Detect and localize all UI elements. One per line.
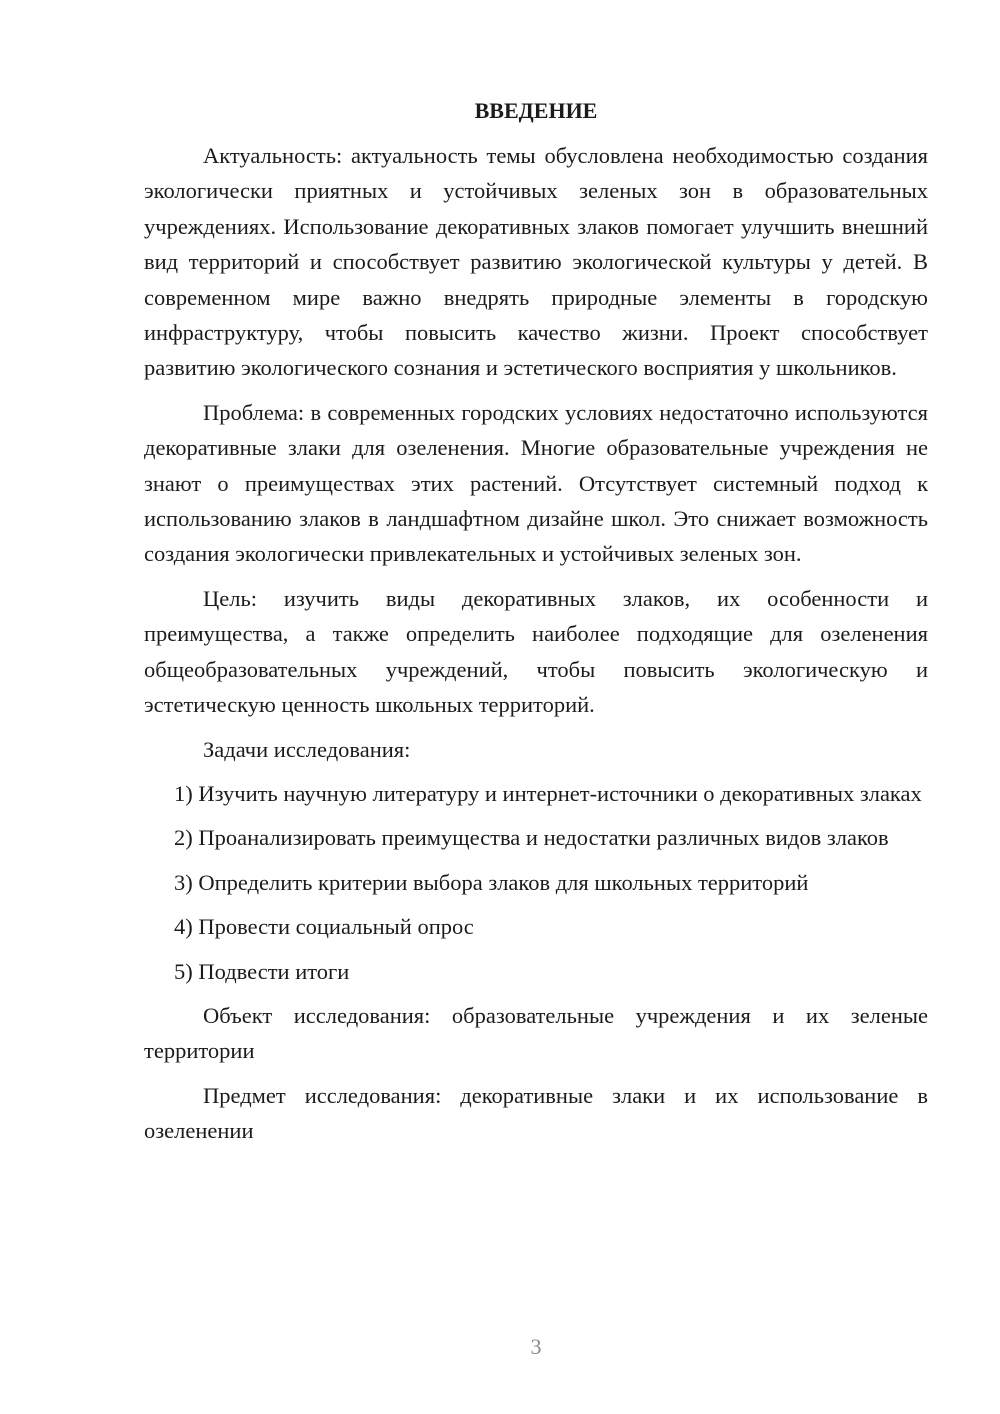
document-title: ВВЕДЕНИЕ: [474, 98, 598, 123]
task-item-4: 4) Провести социальный опрос: [174, 914, 474, 940]
tasks-heading: Задачи исследования:: [203, 736, 411, 762]
paragraph-problem: Проблема: в современных городских условиях недостаточно используются декоративные злаки для озеленения. Многие образовательные учреждения не знают о преимуществах этих растений. Отсутствует системный подход к использованию злаков в ландшафтном дизайне школ. Это снижает возможность создания экологически привлекательных и устойчивых зеленых зон.: [144, 399, 928, 567]
paragraph-object: Объект исследования: образовательные учреждения и их зеленые территории: [144, 1002, 928, 1064]
paragraph-relevance: Актуальность: актуальность темы обусловлена необходимостью создания экологически приятных и устойчивых зеленых зон в образовательных учреждениях. Использование декоративных злаков помогает улучшить внешний вид территорий и способствует развитию экологической культуры у детей. В современном мире важно внедрять природные элементы в городскую инфраструктуру, чтобы повысить качество жизни. Проект способствует развитию экологического сознания и эстетического восприятия у школьников.: [144, 143, 928, 381]
task-item-5: 5) Подвести итоги: [174, 958, 350, 984]
task-item-3: 3) Определить критерии выбора злаков для школьных территорий: [174, 869, 809, 895]
page-number: 3: [530, 1334, 542, 1359]
task-item-2: 2) Проанализировать преимущества и недостатки различных видов злаков: [174, 825, 889, 851]
paragraph-goal: Цель: изучить виды декоративных злаков, их особенности и преимущества, а также определить наиболее подходящие для озеленения общеобразовательных учреждений, чтобы повысить экологическую и эстетическую ценность школьных территорий.: [144, 585, 928, 718]
task-item-1: 1) Изучить научную литературу и интернет-источники о декоративных злаках: [174, 780, 922, 806]
paragraph-subject: Предмет исследования: декоративные злаки и их использование в озеленении: [144, 1082, 928, 1144]
page-content: [144, 96, 928, 1158]
